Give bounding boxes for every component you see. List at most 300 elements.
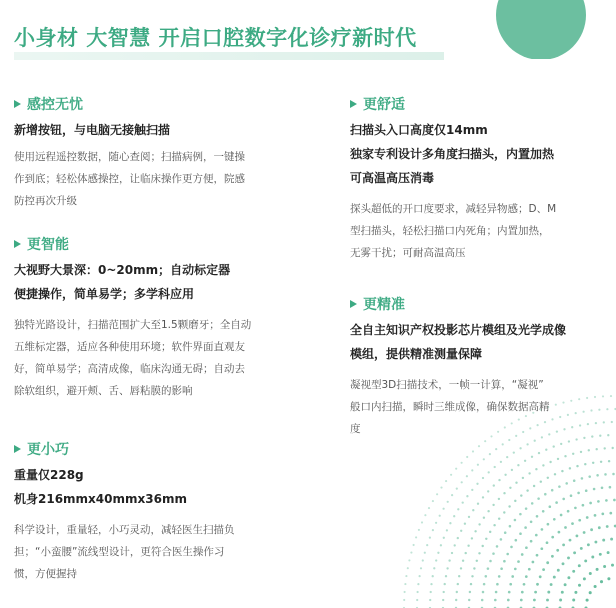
decorative-dot <box>547 523 550 526</box>
decorative-dot <box>517 560 520 563</box>
decorative-dot <box>589 591 592 594</box>
decorative-dot <box>508 591 511 594</box>
decorative-dot <box>487 490 489 492</box>
decorative-dot <box>569 539 572 542</box>
decorative-dot <box>536 583 539 586</box>
decorative-dot <box>498 575 501 578</box>
decorative-dot <box>468 599 470 601</box>
decorative-dot <box>435 522 437 524</box>
decorative-dot <box>453 515 455 517</box>
decorative-dot <box>514 500 516 502</box>
decorative-dot <box>562 544 565 547</box>
decorative-dot <box>593 488 596 491</box>
decorative-dot <box>555 501 558 504</box>
decorative-dot <box>498 498 500 500</box>
section-xiaoqiao <box>14 439 294 585</box>
decorative-dot <box>572 453 574 455</box>
section-title: 更精准 <box>363 297 405 313</box>
decorative-dot <box>492 504 494 506</box>
decorative-dot <box>445 480 447 482</box>
decorative-dot <box>487 567 490 570</box>
decorative-dot <box>468 516 470 518</box>
decorative-dot <box>558 531 561 534</box>
decorative-dot <box>530 521 533 524</box>
decorative-dot <box>609 512 612 515</box>
decorative-dot <box>611 421 613 423</box>
decorative-dot <box>405 575 407 577</box>
triangle-bullet-icon <box>14 100 21 108</box>
decorative-dot <box>546 561 549 564</box>
decorative-dot <box>447 501 449 503</box>
lead-line: 便捷操作，简单易学；多学科应用 <box>14 287 195 301</box>
decorative-dot <box>455 468 457 470</box>
decorative-dot <box>611 564 614 567</box>
section-title: 更舒适 <box>363 97 405 113</box>
decorative-dot <box>556 549 559 552</box>
decorative-dot <box>531 456 533 458</box>
decorative-dot <box>498 517 500 519</box>
decorative-dot <box>482 591 485 594</box>
decorative-dot <box>418 529 420 531</box>
triangle-bullet-icon <box>350 100 357 108</box>
decorative-dot <box>597 500 600 503</box>
decorative-dot <box>481 599 484 602</box>
decorative-dot <box>404 583 406 585</box>
decorative-dot <box>594 585 597 588</box>
decorative-dot <box>440 487 442 489</box>
decorative-dot <box>578 564 581 567</box>
decorative-dot <box>560 514 563 517</box>
decorative-dot <box>514 519 517 522</box>
decorative-dot <box>489 531 491 533</box>
decorative-dot <box>532 561 535 564</box>
decorative-dot <box>429 599 431 601</box>
decorative-dot <box>494 599 497 602</box>
decorative-dot <box>478 523 480 525</box>
section-shushi <box>350 94 605 264</box>
decorative-dot <box>507 599 510 602</box>
decorative-dot <box>535 468 537 470</box>
decorative-dot <box>483 583 486 586</box>
decorative-dot <box>601 487 604 490</box>
decorative-dot <box>525 507 528 510</box>
section-jingzhun <box>350 294 605 440</box>
decorative-dot <box>494 466 496 468</box>
decorative-dot <box>485 538 487 540</box>
decorative-dot <box>493 524 495 526</box>
decorative-dot <box>562 562 565 565</box>
decorative-dot <box>450 474 452 476</box>
decorative-dot <box>576 535 579 538</box>
decorative-dot <box>540 547 543 550</box>
decorative-dot <box>420 567 422 569</box>
decorative-dot <box>470 583 472 585</box>
decorative-dot <box>549 505 552 508</box>
decorative-dot <box>526 443 528 445</box>
decorative-dot <box>578 519 581 522</box>
decorative-dot <box>454 544 456 546</box>
section-zhineng <box>14 234 294 402</box>
decorative-dot <box>585 489 588 492</box>
decorative-dot <box>514 568 517 571</box>
decorative-dot <box>547 591 550 594</box>
decorative-dot <box>474 530 476 532</box>
decorative-dot <box>536 554 539 557</box>
section-title: 感控无忧 <box>27 97 83 113</box>
decorative-dot <box>472 450 474 452</box>
decorative-dot <box>594 541 597 544</box>
decorative-dot <box>483 458 485 460</box>
decorative-dot <box>590 528 593 531</box>
decorative-dot <box>533 599 536 602</box>
decorative-dot <box>539 575 542 578</box>
decorative-dot <box>596 448 598 450</box>
decorative-dot <box>582 504 585 507</box>
decorative-dot <box>467 545 469 547</box>
decorative-dot <box>549 461 551 463</box>
decorative-dot <box>601 513 604 516</box>
decorative-dot <box>484 440 486 442</box>
decorative-dot <box>535 534 538 537</box>
decorative-dot <box>461 462 463 464</box>
decorative-dot <box>510 546 513 549</box>
decorative-dot <box>540 480 542 482</box>
decorative-dot <box>599 553 602 556</box>
decorative-dot <box>500 461 502 463</box>
decorative-dot <box>440 544 442 546</box>
decorative-dot <box>424 514 426 516</box>
decorative-dot <box>558 485 561 488</box>
decorative-dot <box>547 477 549 479</box>
decorative-dot <box>553 576 556 579</box>
decorative-dot <box>559 599 562 602</box>
decorative-dot <box>509 487 511 489</box>
decorative-dot <box>517 464 519 466</box>
decorative-dot <box>407 567 409 569</box>
decorative-dot <box>506 456 508 458</box>
decorative-dot <box>432 529 434 531</box>
decorative-dot <box>489 453 491 455</box>
decorative-dot <box>561 591 564 594</box>
triangle-bullet-icon <box>350 300 357 308</box>
decorative-dot <box>430 583 432 585</box>
decorative-dot <box>530 540 533 543</box>
body-line: 般口内扫描，瞬时三维成像，确保数据高精 <box>350 401 550 413</box>
decorative-dot <box>421 521 423 523</box>
decorative-dot <box>554 473 556 475</box>
decorative-dot <box>560 443 562 445</box>
decorative-dot <box>553 518 556 521</box>
decorative-dot <box>457 508 459 510</box>
decorative-dot <box>567 556 570 559</box>
decorative-dot <box>478 445 480 447</box>
decorative-dot <box>573 479 576 482</box>
section-title: 更智能 <box>27 237 69 253</box>
decorative-dot <box>522 477 524 479</box>
decorative-dot <box>521 553 524 556</box>
decorative-dot <box>584 559 587 562</box>
lead-line: 重量仅228g <box>14 468 84 482</box>
lead-line: 可高温高压消毒 <box>350 171 435 185</box>
decorative-dot <box>457 537 459 539</box>
decorative-dot <box>509 583 512 586</box>
section-gankong <box>14 94 294 212</box>
body-line: 除软组织，避开颊、舌、唇粘膜的影响 <box>14 385 193 397</box>
decorative-dot <box>464 523 466 525</box>
decorative-dot <box>482 496 484 498</box>
decorative-dot <box>435 559 437 561</box>
decorative-dot <box>608 460 610 462</box>
decorative-dot <box>610 395 612 397</box>
decorative-dot <box>586 516 589 519</box>
decorative-dot <box>544 493 547 496</box>
decorative-dot <box>545 449 547 451</box>
decorative-dot <box>577 492 580 495</box>
decorative-dot <box>542 568 545 571</box>
header-underline <box>14 52 444 60</box>
decorative-dot <box>503 492 505 494</box>
decorative-dot <box>603 565 606 568</box>
decorative-dot <box>578 584 581 587</box>
decorative-dot <box>583 577 586 580</box>
decorative-dot <box>557 569 560 572</box>
decorative-dot <box>525 546 528 549</box>
decorative-dot <box>492 552 495 555</box>
decorative-dot <box>574 507 577 510</box>
decorative-dot <box>439 515 441 517</box>
decorative-dot <box>403 599 405 601</box>
decorative-dot <box>448 559 450 561</box>
decorative-dot <box>533 485 535 487</box>
decorative-dot <box>605 499 608 502</box>
decorative-dot <box>606 525 609 528</box>
decorative-dot <box>523 583 526 586</box>
decorative-dot <box>519 447 521 449</box>
body-line: 凝视型3D扫描技术，一帧一计算，“凝视” <box>350 379 544 391</box>
decorative-dot <box>551 489 554 492</box>
decorative-dot <box>502 443 504 445</box>
decorative-dot <box>515 482 517 484</box>
decorative-dot <box>456 488 458 490</box>
decorative-dot <box>408 559 410 561</box>
decorative-dot <box>483 517 485 519</box>
decorative-dot <box>410 552 412 554</box>
decorative-dot <box>550 583 553 586</box>
decorative-dot <box>600 461 602 463</box>
decorative-dot <box>553 445 555 447</box>
decorative-dot <box>443 537 445 539</box>
decorative-dot <box>528 568 531 571</box>
decorative-dot <box>508 505 510 507</box>
decorative-dot <box>561 470 563 472</box>
decorative-dot <box>513 451 515 453</box>
decorative-dot <box>515 539 518 542</box>
decorative-dot <box>462 501 464 503</box>
decorative-dot <box>471 537 473 539</box>
body-line: 度 <box>350 423 361 435</box>
decorative-dot <box>436 493 438 495</box>
decorative-dot <box>446 529 448 531</box>
decorative-dot <box>521 591 524 594</box>
decorative-dot <box>493 484 495 486</box>
decorative-dot <box>476 560 478 562</box>
triangle-bullet-icon <box>14 240 21 248</box>
decorative-dot <box>584 463 586 465</box>
decorative-dot <box>504 474 506 476</box>
decorative-dot <box>437 552 439 554</box>
lead-line: 全自主知识产权投影芯片模组及光学成像 <box>350 323 567 337</box>
decorative-dot <box>607 577 610 580</box>
body-line: 好，简单易学；高清成像，临床沟通无碍；自动去 <box>14 363 245 375</box>
decorative-dot <box>568 440 570 442</box>
decorative-dot <box>576 465 578 467</box>
decorative-dot <box>445 575 447 577</box>
decorative-dot <box>482 477 484 479</box>
lead-line: 扫描头入口高度仅14mm <box>350 123 488 137</box>
decorative-dot <box>562 498 565 501</box>
decorative-dot <box>500 538 503 541</box>
decorative-dot <box>580 547 583 550</box>
decorative-dot <box>460 530 462 532</box>
decorative-dot <box>487 510 489 512</box>
body-line: 防控再次升级 <box>14 195 77 207</box>
lead-line: 新增按钮，与电脑无接触扫描 <box>14 123 171 137</box>
decorative-dot <box>607 434 609 436</box>
decorative-dot <box>471 469 473 471</box>
decorative-dot <box>596 474 599 477</box>
decorative-dot <box>573 551 576 554</box>
decorative-dot <box>546 541 549 544</box>
decorative-dot <box>602 539 605 542</box>
decorative-dot <box>504 531 507 534</box>
decorative-dot <box>495 448 497 450</box>
decorative-dot <box>476 483 478 485</box>
decorative-dot <box>551 555 554 558</box>
decorative-dot <box>607 551 610 554</box>
decorative-dot <box>458 575 460 577</box>
body-line: 惯，方便握持 <box>14 568 77 580</box>
decorative-dot <box>443 508 445 510</box>
decorative-dot <box>600 580 603 583</box>
decorative-dot <box>498 479 500 481</box>
decorative-dot <box>570 494 573 497</box>
decorative-dot <box>473 567 475 569</box>
decorative-dot <box>588 449 590 451</box>
decorative-dot <box>591 556 594 559</box>
decorative-dot <box>519 532 522 535</box>
decorative-dot <box>465 552 467 554</box>
decorative-dot <box>613 499 616 502</box>
decorative-dot <box>606 408 608 410</box>
body-line: 使用远程遥控数据，随心查阅；扫描病例，一键操 <box>14 151 245 163</box>
body-line: 担；“小蛮腰”流线型设计，更符合医生操作习 <box>14 546 225 558</box>
decorative-dot <box>604 447 606 449</box>
body-line: 无雾干扰；可耐高温高压 <box>350 247 466 259</box>
decorative-dot <box>542 464 544 466</box>
body-line: 五维标定器，适应各种使用环境；软件界面直观友 <box>14 341 245 353</box>
decorative-dot <box>488 471 490 473</box>
body-line: 独特光路设计，扫描范围扩大至1.5颗磨牙；全自动 <box>14 319 252 331</box>
decorative-dot <box>404 591 406 593</box>
decorative-dot <box>587 543 590 546</box>
decorative-dot <box>466 495 468 497</box>
decorative-dot <box>557 458 559 460</box>
decorative-dot <box>478 552 480 554</box>
decorative-dot <box>496 545 499 548</box>
decorative-dot <box>481 545 483 547</box>
decorative-dot <box>609 486 612 489</box>
decorative-dot <box>598 526 601 529</box>
decorative-dot <box>538 452 540 454</box>
decorative-dot <box>460 567 462 569</box>
lead-line: 大视野大景深：0~20mm；自动标定器 <box>14 263 231 277</box>
decorative-dot <box>489 560 492 563</box>
decorative-dot <box>417 583 419 585</box>
decorative-dot <box>586 599 589 602</box>
decorative-dot <box>519 513 522 516</box>
decorative-dot <box>531 502 534 505</box>
decorative-dot <box>574 591 577 594</box>
decorative-dot <box>524 526 527 529</box>
decorative-dot <box>496 583 499 586</box>
decorative-dot <box>520 599 523 602</box>
decorative-dot <box>477 503 479 505</box>
decorative-dot <box>416 599 418 601</box>
decorative-dot <box>429 537 431 539</box>
decorative-dot <box>594 514 597 517</box>
decorative-dot <box>415 536 417 538</box>
decorative-dot <box>495 591 498 594</box>
decorative-dot <box>612 473 615 476</box>
decorative-dot <box>610 538 613 541</box>
decorative-dot <box>569 467 571 469</box>
decorative-dot <box>536 515 539 518</box>
decorative-dot <box>542 510 545 513</box>
body-line: 科学设计，重量轻，小巧灵动，减轻医生扫描负 <box>14 524 235 536</box>
section-title: 更小巧 <box>27 442 69 458</box>
decorative-dot <box>581 477 584 480</box>
decorative-dot <box>472 509 474 511</box>
decorative-dot <box>446 567 448 569</box>
decorative-dot <box>462 560 464 562</box>
body-line: 作到底；轻松体感操控，让临床操作更方便，院感 <box>14 173 245 185</box>
lead-line: 模组，提供精准测量保障 <box>350 347 483 361</box>
decorative-dot <box>572 570 575 573</box>
decorative-dot <box>422 559 424 561</box>
decorative-dot <box>511 469 513 471</box>
decorative-dot <box>567 576 570 579</box>
decorative-dot <box>419 575 421 577</box>
decorative-dot <box>592 462 594 464</box>
decorative-dot <box>572 599 575 602</box>
decorative-dot <box>580 451 582 453</box>
decorative-dot <box>417 591 419 593</box>
decorative-dot <box>461 481 463 483</box>
decorative-dot <box>588 475 591 478</box>
decorative-dot <box>433 567 435 569</box>
page-title: 小身材 大智慧 开启口腔数字化诊疗新时代 <box>14 26 417 50</box>
decorative-dot <box>567 510 570 513</box>
decorative-dot <box>526 489 528 491</box>
decorative-dot <box>442 599 444 601</box>
decorative-dot <box>604 473 607 476</box>
decorative-circle <box>496 0 586 60</box>
decorative-dot <box>428 507 430 509</box>
decorative-dot <box>551 536 554 539</box>
decorative-dot <box>565 482 568 485</box>
decorative-dot <box>596 568 599 571</box>
decorative-dot <box>457 583 459 585</box>
